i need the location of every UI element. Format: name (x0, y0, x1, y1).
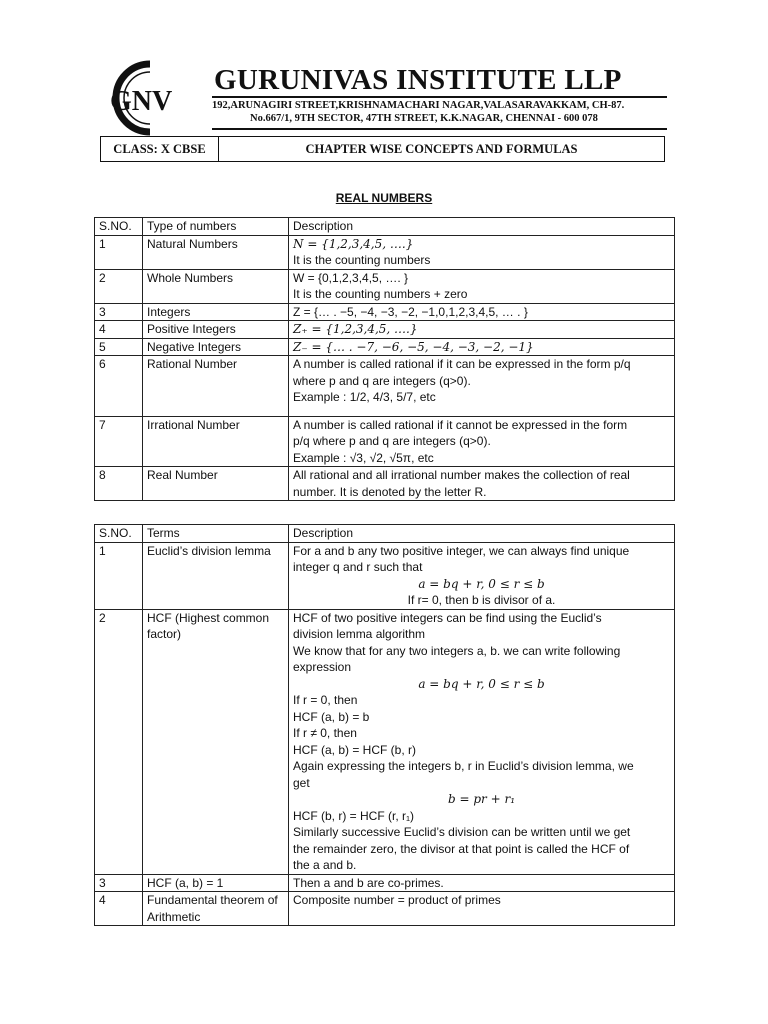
description-line: A number is called rational if it cannot be expressed in the form (293, 417, 628, 432)
table-row (95, 338, 675, 356)
table-row (95, 467, 675, 501)
type-cell: Irrational Number (143, 416, 289, 467)
description-line: Composite number = product of primes (293, 893, 501, 907)
term-cell: HCF (Highest common factor) (143, 609, 289, 874)
sno-cell: 2 (95, 269, 143, 303)
sno-cell: 2 (95, 609, 143, 874)
description-line: Example : 1/2, 4/3, 5/7, etc (293, 390, 436, 404)
address-line-1: 192,ARUNAGIRI STREET,KRISHNAMACHARI NAGAR,VALASARAVAKKAM, CH-87. (212, 100, 625, 111)
description-line: Example : √3, √2, √5π, etc (293, 450, 434, 465)
header-cell: Description (289, 218, 675, 236)
header (92, 58, 682, 138)
sno-cell: 4 (95, 892, 143, 926)
description-line: It is the counting numbers (293, 253, 431, 267)
description-line: Z = {… . −5, −4, −3, −2, −1,0,1,2,3,4,5, … . } (293, 304, 528, 319)
type-cell: Real Number (143, 467, 289, 501)
sno-cell: 8 (95, 467, 143, 501)
table-row (95, 269, 675, 303)
terms-table (94, 524, 675, 926)
description-line: A number is called rational if it can be expressed in the form p/q (293, 357, 631, 371)
description-line: Z₋ = {… . −7, −6, −5, −4, −3, −2, −1} (293, 339, 534, 354)
table-row (95, 303, 675, 321)
table-row (95, 321, 675, 339)
term-cell: Euclid’s division lemma (143, 542, 289, 609)
description-line: It is the counting numbers + zero (293, 287, 468, 301)
sno-cell: 1 (95, 542, 143, 609)
description-line: Z₊ = {1,2,3,4,5, ….} (293, 322, 418, 336)
description-cell (289, 542, 675, 609)
description-cell (289, 303, 675, 321)
type-cell: Natural Numbers (143, 235, 289, 269)
description-line: All rational and all irrational number makes the collection of real (293, 468, 630, 482)
table-header-row (95, 218, 675, 236)
table-row (95, 416, 675, 467)
type-cell: Rational Number (143, 356, 289, 417)
table-row (95, 892, 675, 926)
header-cell: Type of numbers (143, 218, 289, 236)
type-cell: Negative Integers (143, 338, 289, 356)
description-line: expression (293, 660, 352, 674)
description-line: where p and q are integers (q>0). (293, 373, 471, 388)
gnv-logo (92, 58, 212, 138)
description-line: Then a and b are co-primes. (293, 875, 444, 890)
description-cell (289, 321, 675, 339)
description-cell (289, 235, 675, 269)
formula-line: a = bq + r, 0 ≤ r ≤ b (418, 576, 545, 591)
description-line: get (293, 775, 310, 790)
description-line: Similarly successive Euclid’s division can be written until we get (293, 825, 631, 839)
sno-cell: 6 (95, 356, 143, 417)
description-line: the remainder zero, the divisor at that point is called the HCF of (293, 841, 630, 856)
description-line: HCF (a, b) = b (293, 709, 370, 724)
description-cell (289, 467, 675, 501)
description-line: division lemma algorithm (293, 627, 426, 641)
address-line-2: No.667/1, 9TH SECTOR, 47TH STREET, K.K.NAGAR, CHENNAI - 600 078 (250, 113, 598, 124)
description-cell (289, 892, 675, 926)
table-row (95, 235, 675, 269)
description-line: Again expressing the integers b, r in Euclid’s division lemma, we (293, 759, 634, 773)
description-cell (289, 609, 675, 874)
description-line: number. It is denoted by the letter R. (293, 484, 487, 499)
subject-label: CHAPTER WISE CONCEPTS AND FORMULAS (305, 141, 578, 156)
header-cell: Terms (143, 525, 289, 543)
sno-cell: 7 (95, 416, 143, 467)
term-cell: Fundamental theorem of Arithmetic (143, 892, 289, 926)
description-cell (289, 338, 675, 356)
description-line: p/q where p and q are integers (q>0). (293, 434, 491, 448)
sno-cell: 4 (95, 321, 143, 339)
header-cell: S.NO. (95, 218, 143, 236)
description-line: W = {0,1,2,3,4,5, …. } (293, 270, 409, 285)
sno-cell: 3 (95, 303, 143, 321)
description-line: For a and b any two positive integer, we can always find unique (293, 543, 630, 558)
formula-line: b = pr + r₁ (447, 792, 515, 806)
table-header-row (95, 525, 675, 543)
description-line: HCF (b, r) = HCF (r, r₁) (293, 808, 415, 823)
description-cell (289, 269, 675, 303)
section-title: REAL NUMBERS (335, 191, 433, 205)
formula-line: a = bq + r, 0 ≤ r ≤ b (418, 676, 545, 691)
term-cell: HCF (a, b) = 1 (143, 874, 289, 892)
description-line: HCF (a, b) = HCF (b, r) (293, 742, 417, 757)
org-name: GURUNIVAS INSTITUTE LLP (214, 64, 622, 96)
sno-cell: 3 (95, 874, 143, 892)
number-types-table (94, 217, 675, 501)
table-row (95, 874, 675, 892)
logo-text: GNV (110, 86, 173, 117)
description-cell (289, 356, 675, 417)
description-line: HCF of two positive integers can be find using the Euclid’s (293, 610, 602, 625)
table-row (95, 356, 675, 417)
description-line: If r= 0, then b is divisor of a. (407, 593, 556, 607)
description-line: If r ≠ 0, then (293, 726, 357, 740)
description-line: If r = 0, then (293, 693, 358, 707)
table-row (95, 542, 675, 609)
header-cell: S.NO. (95, 525, 143, 543)
sno-cell: 1 (95, 235, 143, 269)
description-line: the a and b. (293, 858, 357, 872)
type-cell: Integers (143, 303, 289, 321)
header-rule (212, 128, 667, 130)
header-cell: Description (289, 525, 675, 543)
header-rule (212, 96, 667, 98)
description-line: integer q and r such that (293, 560, 423, 574)
type-cell: Positive Integers (143, 321, 289, 339)
class-label: CLASS: X CBSE (101, 137, 219, 161)
table-row (95, 609, 675, 874)
description-line: N = {1,2,3,4,5, ….} (293, 236, 414, 251)
description-line: We know that for any two integers a, b. we can write following (293, 643, 621, 658)
class-bar (100, 136, 665, 162)
description-cell (289, 874, 675, 892)
description-cell (289, 416, 675, 467)
type-cell: Whole Numbers (143, 269, 289, 303)
sno-cell: 5 (95, 338, 143, 356)
